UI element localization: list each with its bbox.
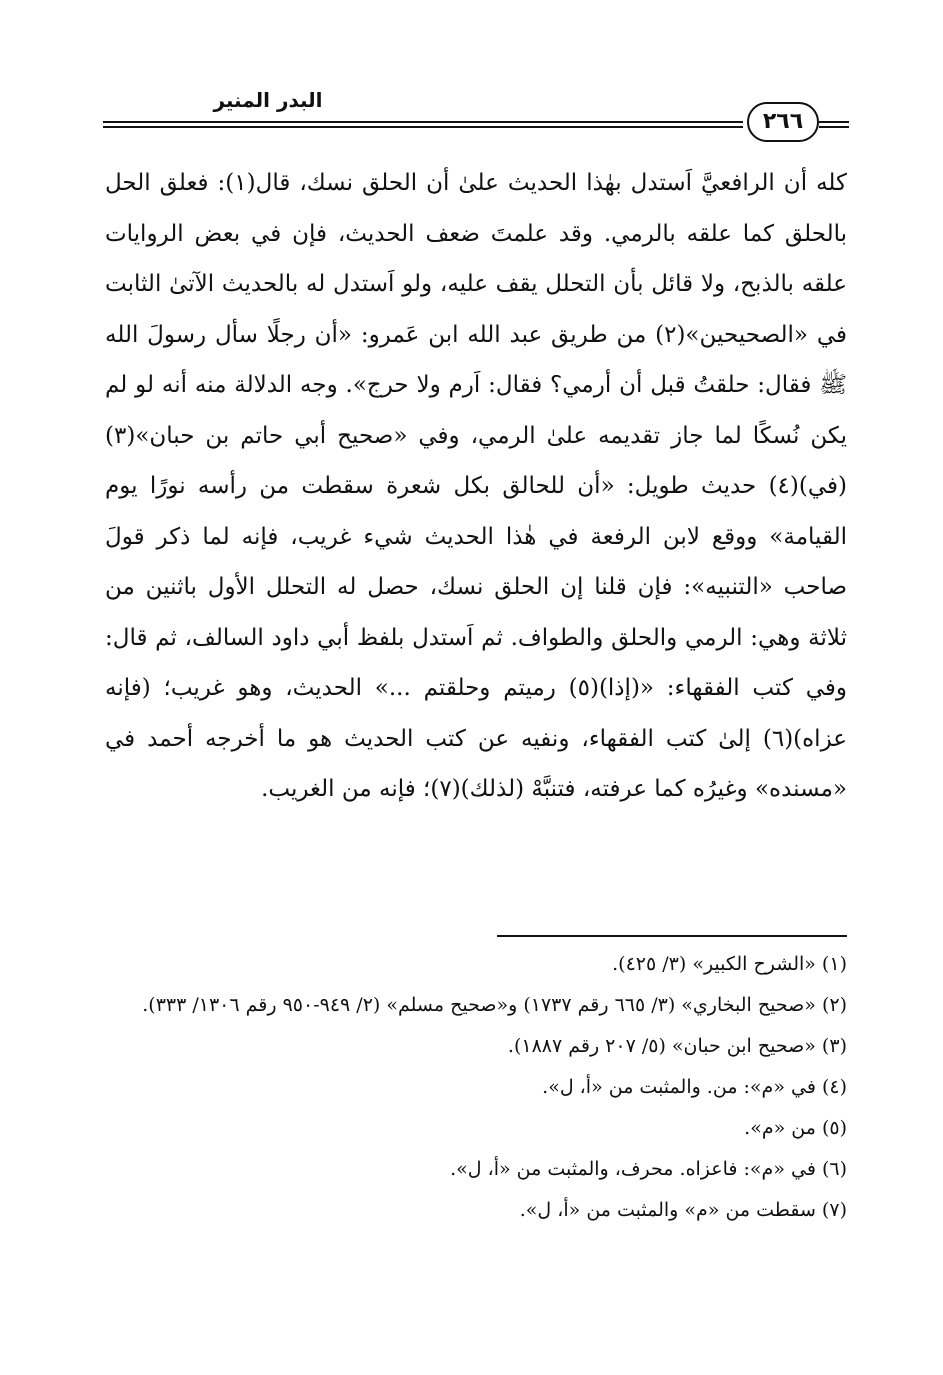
footnote-divider (497, 935, 847, 937)
page-number: ٢٦٦ (747, 102, 819, 142)
header-rule (819, 121, 849, 123)
body-paragraph: كله أن الرافعيَّ اَستدل بهٰذا الحديث علىٰ أن الحلق نسك، قال(١): فعلق الحل بالحلق كما علقه بالرمي. وقد علمتَ ضعف الحديث، فإن في بعض الروايات علقه بالذبح، ولا قائل بأن التحلل يقف عليه، ولو اَستدل له بالحديث الآتىٰ الثابت في «الصحيحين»(٢) من طريق عبد الله ابن عَمرو: «أن رجلًا سأل رسولَ الله ﷺ فقال: حلقتُ قبل أن أرمي؟ فقال: اَرم ولا حرج». وجه الدلالة منه أنه لو لم يكن نُسكًا لما جاز تقديمه علىٰ الرمي، وفي «صحيح أبي حاتم بن حبان»(٣) (في)(٤) حديث طويل: «أن للحالق بكل شعرة سقطت من رأسه نورًا يوم القيامة» ووقع لابن الرفعة في هٰذا الحديث شيء غريب، فإنه لما ذكر قولَ صاحب «التنبيه»: فإن قلنا إن الحلق نسك، حصل له التحلل الأول باثنين من ثلاثة وهي: الرمي والحلق والطواف. ثم اَستدل بلفظ أبي داود السالف، ثم قال: وفي كتب الفقهاء: «(إذا)(٥) رميتم وحلقتم ...» الحديث، وهو غريب؛ (فإنه عزاه)(٦) إلىٰ كتب الفقهاء، ونفيه عن كتب الحديث هو ما أخرجه أحمد في «مسنده» وغيرُه كما عرفته، فتنبَّهْ (لذلك)(٧)؛ فإنه من الغريب. (105, 170, 847, 802)
footnote-2: (٢) «صحيح البخاري» (٣/ ٦٦٥ رقم ١٧٣٧) و«صحيح مسلم» (٢/ ٩٤٩-٩٥٠ رقم ١٣٠٦/ ٣٣٣). (142, 994, 847, 1016)
header-rule (103, 126, 743, 128)
footnote-1: (١) «الشرح الكبير» (٣/ ٤٢٥). (612, 953, 847, 975)
main-text (105, 158, 847, 815)
footnote-7: (٧) سقطت من «م» والمثبت من «أ، ل». (519, 1199, 847, 1221)
footnote-4: (٤) في «م»: من. والمثبت من «أ، ل». (542, 1076, 847, 1098)
footnote-3: (٣) «صحيح ابن حبان» (٥/ ٢٠٧ رقم ١٨٨٧). (507, 1035, 847, 1057)
header-rule (103, 121, 743, 123)
running-title: البدر المنير (213, 88, 323, 112)
page-header (103, 88, 849, 148)
footnotes (105, 946, 847, 1233)
footnote-5: (٥) من «م». (744, 1117, 847, 1139)
header-rule (819, 126, 849, 128)
footnote-6: (٦) في «م»: فاعزاه. محرف، والمثبت من «أ، ل». (450, 1158, 847, 1180)
